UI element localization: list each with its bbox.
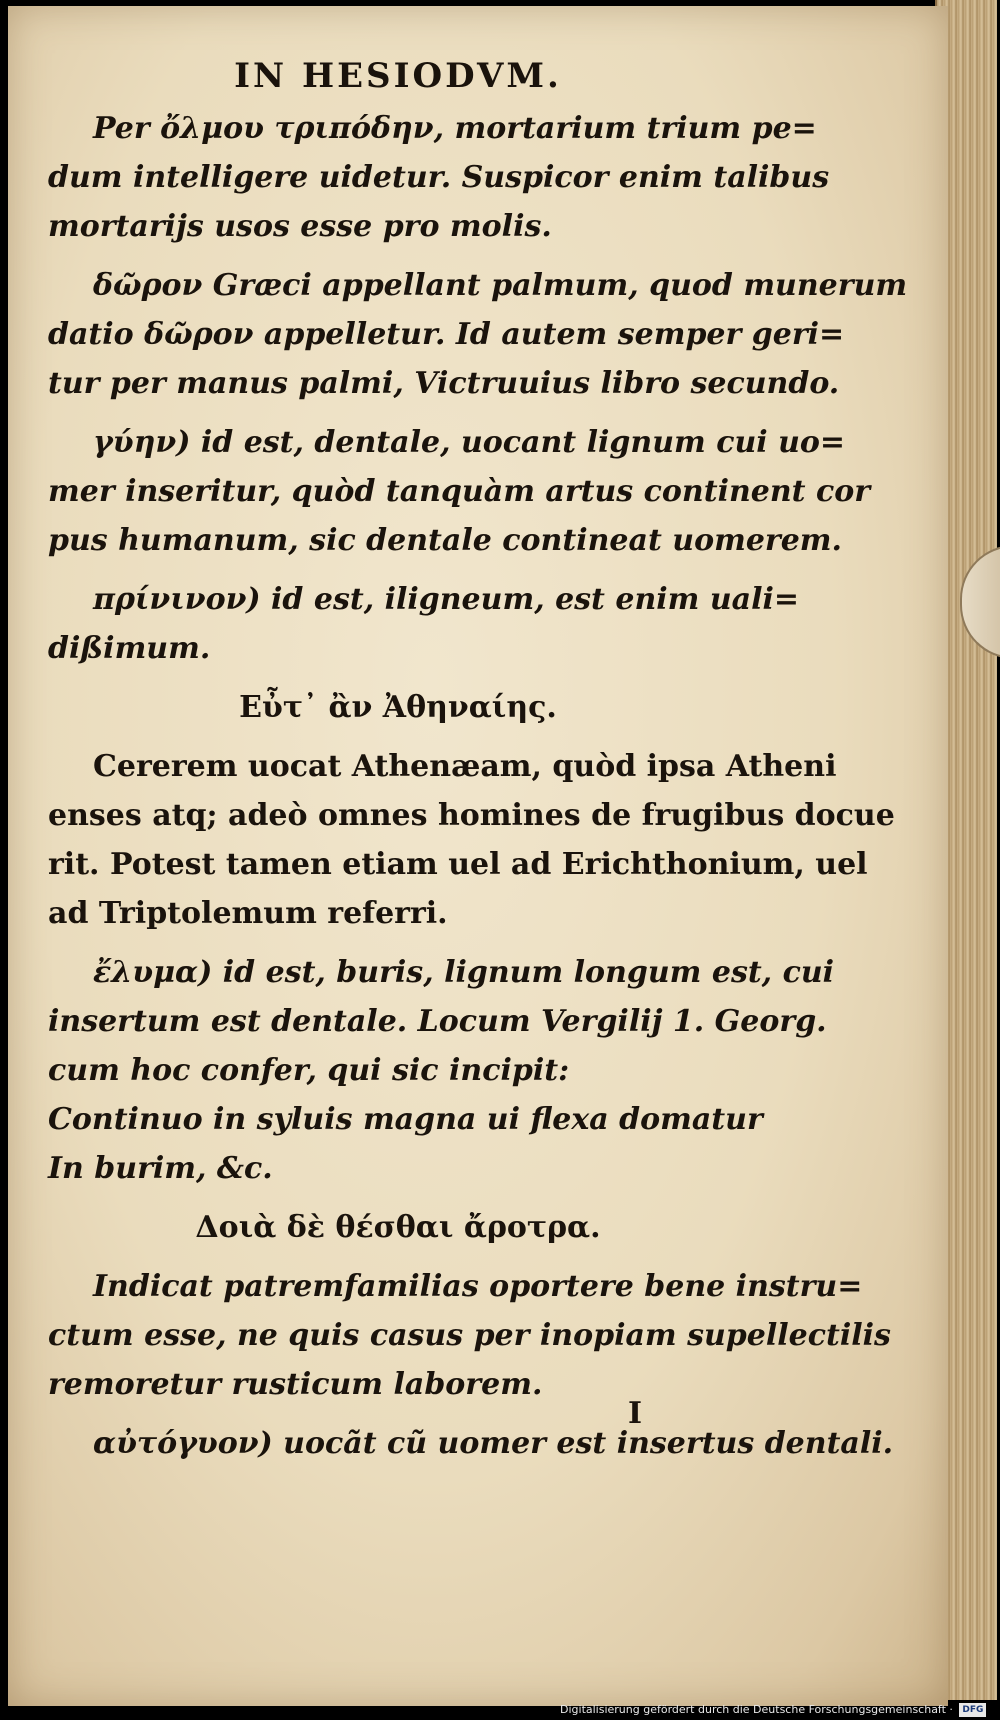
- text-line: Indicat patremfamilias oportere bene instru=: [93, 1269, 863, 1304]
- text-block: [48, 56, 908, 1478]
- footer-credit: [560, 1700, 1000, 1720]
- text-line: tur per manus palmi, Victruuius libro secundo.: [48, 366, 840, 401]
- running-head: IN HESIODVM.: [234, 56, 562, 96]
- dfg-logo-icon: DFG: [959, 1703, 986, 1717]
- text-line: dißimum.: [48, 631, 211, 666]
- greek-heading-2: Δοιὰ δὲ θέσθαι ἄροτρα.: [195, 1210, 601, 1245]
- paragraph-5: [48, 742, 895, 938]
- paragraph-7: [48, 1262, 891, 1409]
- text-line: cum hoc confer, qui sic incipit:: [48, 1053, 570, 1088]
- text-line: δῶρον Græci appellant palmum, quod munerum: [93, 268, 908, 303]
- text-line: remoretur rusticum laborem.: [48, 1367, 543, 1402]
- text-line: ad Triptolemum referri.: [48, 896, 448, 931]
- paragraph-6: [48, 948, 835, 1095]
- text-line: datio δῶρον appelletur. Id autem semper geri=: [48, 317, 845, 352]
- paragraph-2: [48, 261, 908, 408]
- text-line: rit. Potest tamen etiam uel ad Erichthonium, uel: [48, 847, 868, 882]
- paragraph-8: [48, 1419, 894, 1468]
- text-line: αὐτόγυον) uocãt cũ uomer est insertus dentali.: [93, 1426, 894, 1461]
- text-line: πρίνινον) id est, iligneum, est enim uali=: [93, 582, 800, 617]
- verse-line: Continuo in syluis magna ui flexa domatur: [48, 1102, 763, 1137]
- text-line: pus humanum, sic dentale contineat uomerem.: [48, 523, 842, 558]
- paragraph-1: [48, 104, 830, 251]
- paragraph-3: [48, 418, 871, 565]
- text-line: ctum esse, ne quis casus per inopiam supellectilis: [48, 1318, 891, 1353]
- signature-mark: I: [628, 1396, 643, 1431]
- text-line: Per ὄλμου τριπόδην, mortarium trium pe=: [93, 111, 817, 146]
- text-line: dum intelligere uidetur. Suspicor enim talibus: [48, 160, 830, 195]
- footer-text: Digitalisierung gefördert durch die Deutsche Forschungsgemeinschaft ·: [560, 1703, 953, 1716]
- verse-line: In burim, &c.: [48, 1151, 273, 1186]
- text-line: γύην) id est, dentale, uocant lignum cui uo=: [93, 425, 846, 460]
- text-line: enses atq; adeò omnes homines de frugibus docue: [48, 798, 895, 833]
- book-page: [8, 6, 948, 1706]
- text-line: mer inseritur, quòd tanquàm artus continent cor: [48, 474, 871, 509]
- verse-quote: [48, 1095, 763, 1193]
- greek-heading-1: Εὖτ᾽ ἂν Ἀθηναίης.: [239, 690, 557, 725]
- text-line: Cererem uocat Athenæam, quòd ipsa Atheni: [93, 749, 837, 784]
- paragraph-4: [48, 575, 800, 673]
- text-line: mortarijs usos esse pro molis.: [48, 209, 552, 244]
- text-line: insertum est dentale. Locum Vergilij 1. Georg.: [48, 1004, 827, 1039]
- text-line: ἔλυμα) id est, buris, lignum longum est, cui: [93, 955, 835, 990]
